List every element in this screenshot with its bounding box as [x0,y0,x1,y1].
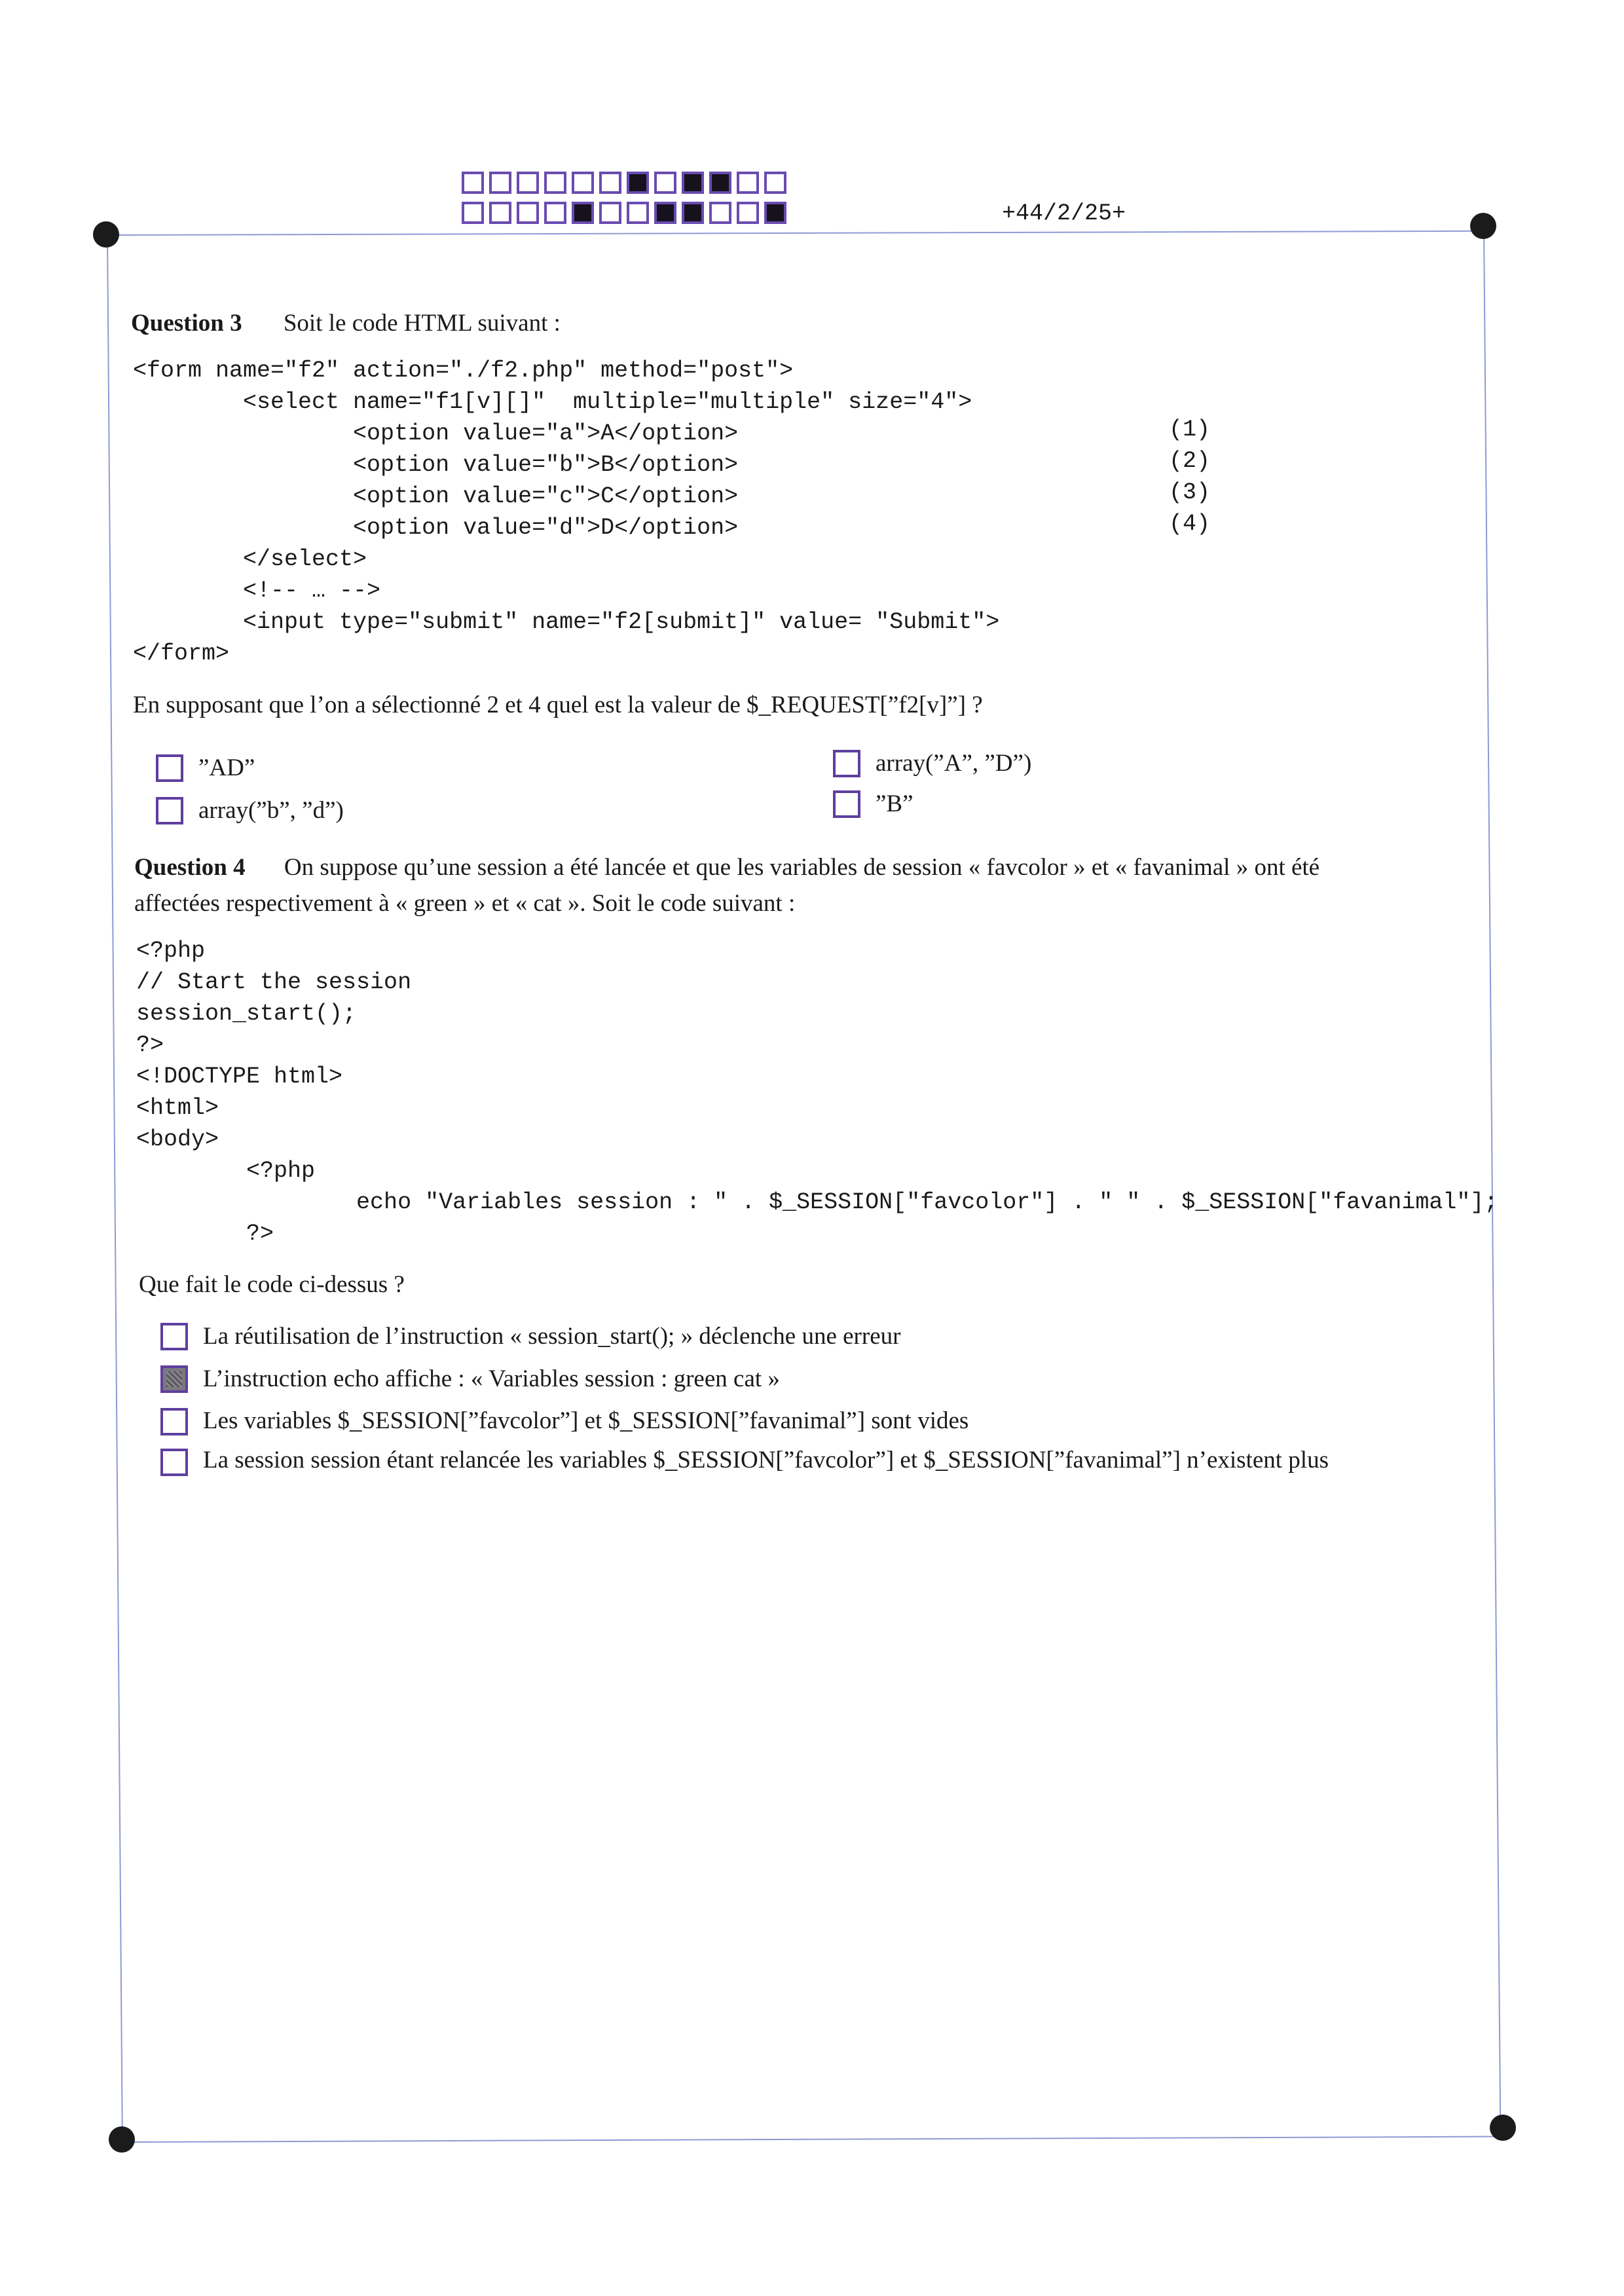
code-box [627,172,649,194]
code-box [627,202,649,224]
code-box [599,172,621,194]
q3-code-block [133,358,999,672]
line-number: (4) [1169,511,1211,537]
q3-answer-checkbox-2[interactable] [156,797,183,824]
page-code-row-1 [462,172,792,194]
code-box [572,172,594,194]
q4-code-line: ?> [136,1032,164,1058]
line-number: (2) [1169,448,1211,474]
q3-intro: Soit le code HTML suivant : [283,310,561,337]
corner-marker-top-left [93,221,119,248]
q3-line-numbers [1169,417,1210,542]
corner-marker-bottom-right [1490,2115,1516,2141]
q3-answer-checkbox-3[interactable] [833,750,860,777]
q4-label: Question 4 [134,854,246,881]
q4-code-line: // Start the session [136,969,412,995]
q4-answer-checkbox-1[interactable] [160,1323,188,1350]
q3-answer-checkbox-1[interactable] [156,754,183,782]
q4-code-line: <body> [136,1126,219,1153]
q4-code-line: <?php [136,938,206,964]
code-box [489,202,511,224]
q3-code-line: <option value="c">C</option> [133,483,739,509]
q3-answer-label-3: array(”A”, ”D”) [876,750,1032,777]
q3-answer-checkbox-4[interactable] [833,790,860,818]
q3-code-line: <input type="submit" name="f2[submit]" value= "Submit"> [133,609,1000,635]
q4-code-line: ?> [136,1221,274,1247]
code-box [489,172,511,194]
q3-code-line: <option value="d">D</option> [133,515,739,541]
code-box [682,202,704,224]
code-box [737,202,759,224]
code-box [737,172,759,194]
q4-code-line: <?php [136,1158,316,1184]
q3-code-line: </select> [133,546,367,572]
code-box [709,202,731,224]
code-box [599,202,621,224]
code-box [462,172,484,194]
q3-question: En supposant que l’on a sélectionné 2 et 4 quel est la valeur de $_REQUEST[”f2[v]”] ? [133,692,983,718]
frame-left [107,234,123,2141]
code-box [517,172,539,194]
q4-intro-line1: On suppose qu’une session a été lancée et que les variables de session « favcolor » et « favanimal » ont été [284,854,1320,881]
q4-code-line: <!DOCTYPE html> [136,1064,343,1090]
q4-code-line: session_start(); [136,1001,357,1027]
corner-marker-top-right [1470,213,1496,239]
code-box [462,202,484,224]
q3-label: Question 3 [131,310,242,337]
q3-code-line: </form> [133,640,230,667]
q4-intro-line2: affectées respectivement à « green » et « cat ». Soit le code suivant : [134,890,796,917]
code-box [544,172,566,194]
q3-answer-label-1: ”AD” [198,754,255,781]
code-box [764,172,786,194]
code-box [709,172,731,194]
line-number: (3) [1169,479,1211,506]
frame-bottom [121,2136,1501,2143]
q3-code-line: <option value="a">A</option> [133,420,739,447]
q4-answer-checkbox-2-checked[interactable] [160,1365,188,1393]
code-box [654,202,676,224]
code-box [682,172,704,194]
q3-code-line: <select name="f1[v][]" multiple="multiple" size="4"> [133,389,972,415]
q4-answer-label-1: La réutilisation de l’instruction « session_start(); » déclenche une erreur [203,1323,901,1350]
q4-code-line: <html> [136,1095,219,1121]
q4-question: Que fait le code ci-dessus ? [139,1271,405,1298]
q4-answer-checkbox-4[interactable] [160,1449,188,1476]
code-box [544,202,566,224]
line-number: (1) [1169,417,1211,443]
q4-code-line: echo "Variables session : " . $_SESSION["favcolor"] . " " . $_SESSION["favanimal"]; [136,1189,1498,1215]
q3-code-line: <form name="f2" action="./f2.php" method="post"> [133,358,794,384]
q4-answer-label-2: L’instruction echo affiche : « Variables session : green cat » [203,1365,780,1392]
q4-heading [134,853,1320,881]
q4-code-block [136,938,1498,1252]
q4-answer-label-3: Les variables $_SESSION[”favcolor”] et $_SESSION[”favanimal”] sont vides [203,1407,969,1434]
page-id: +44/2/25+ [1002,200,1126,227]
q4-answer-checkbox-3[interactable] [160,1408,188,1435]
q3-heading [131,309,561,337]
code-box [572,202,594,224]
code-box [764,202,786,224]
q4-answer-label-4: La session session étant relancée les variables $_SESSION[”favcolor”] et $_SESSION[”favanimal”] n’existent plus [203,1447,1329,1473]
code-box [517,202,539,224]
q3-answer-label-2: array(”b”, ”d”) [198,797,344,824]
q3-code-line: <!-- … --> [133,578,381,604]
q3-code-line: <option value="b">B</option> [133,452,739,478]
corner-marker-bottom-left [109,2126,135,2153]
frame-top [107,231,1485,236]
code-box [654,172,676,194]
page-code-row-2 [462,202,792,224]
q3-answer-label-4: ”B” [876,790,913,817]
